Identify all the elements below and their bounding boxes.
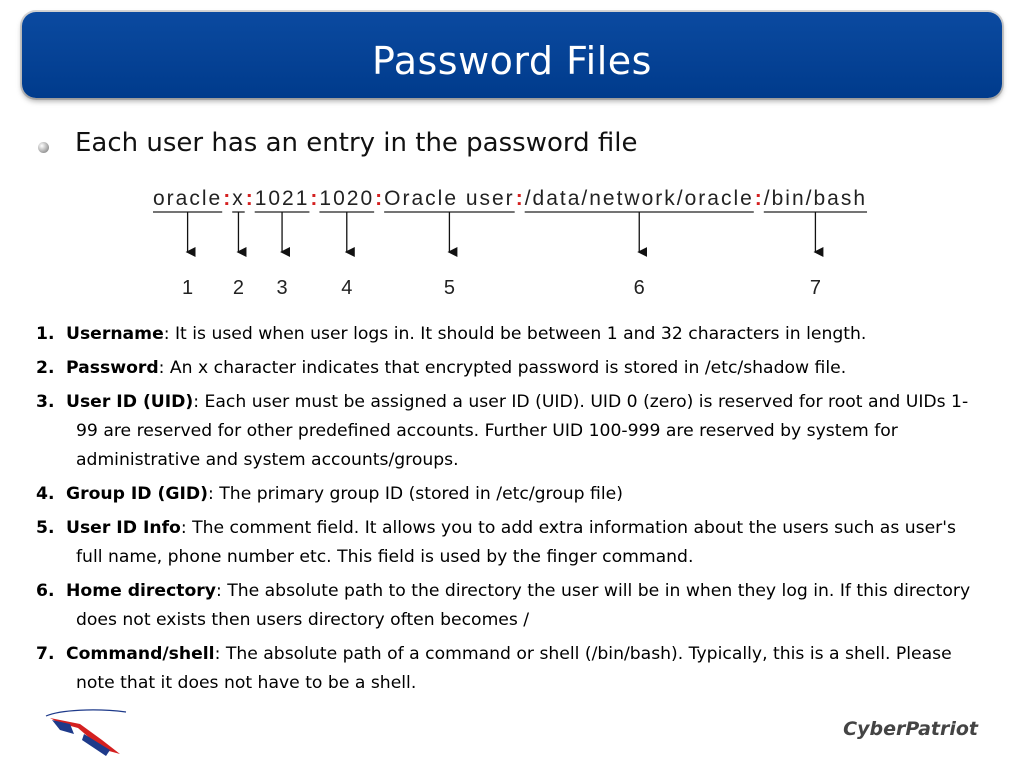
diagram-field-text: 1020 <box>319 187 375 210</box>
diagram-separator: : <box>515 187 523 210</box>
definition-number: 7. <box>36 644 55 664</box>
bullet-dot-icon <box>38 142 49 153</box>
definition-term: Command/shell <box>66 644 215 664</box>
field-definitions <box>36 320 986 703</box>
cyberpatriot-logo <box>40 700 130 760</box>
slide-title: Password Files <box>372 39 652 83</box>
definition-item <box>36 320 986 349</box>
bullet-text: Each user has an entry in the password file <box>75 128 638 158</box>
diagram-separator: : <box>223 187 231 210</box>
definition-item <box>36 514 986 572</box>
definition-term: Password <box>66 358 159 378</box>
definition-item <box>36 640 986 698</box>
field-number-label: 1 <box>182 277 194 299</box>
diagram-separator: : <box>245 187 253 210</box>
field-number-label: 7 <box>809 277 821 299</box>
field-number-label: 6 <box>633 277 645 299</box>
field-number-label: 2 <box>232 277 245 299</box>
diagram-separator: : <box>754 187 762 210</box>
definition-text: : Each user must be assigned a user ID (UID). UID 0 (zero) is reserved for root and UIDs 1-99 are reserved for other predefined accounts. Further UID 100-999 are reserved by system for administrative and system accounts/groups. <box>76 392 969 470</box>
diagram-field-text: Oracle user <box>384 187 515 210</box>
diagram-separator: : <box>310 187 318 210</box>
diagram-field-text: /bin/bash <box>763 187 868 210</box>
definition-item <box>36 388 986 475</box>
definition-term: Home directory <box>66 581 216 601</box>
definition-term: User ID Info <box>66 518 181 538</box>
title-bar <box>22 12 1002 98</box>
diagram-field-text: 1021 <box>254 187 310 210</box>
definition-item <box>36 577 986 635</box>
definition-text: : An x character indicates that encrypted password is stored in /etc/shadow file. <box>158 358 847 378</box>
definition-text: : The comment field. It allows you to add extra information about the users such as user's full name, phone number etc. This field is used by the finger command. <box>76 518 956 567</box>
definition-number: 5. <box>36 518 55 538</box>
passwd-entry-diagram <box>0 180 1024 300</box>
field-number-label: 3 <box>276 277 288 299</box>
definition-number: 3. <box>36 392 55 412</box>
definition-number: 2. <box>36 358 55 378</box>
diagram-separator: : <box>375 187 383 210</box>
definition-number: 1. <box>36 324 55 344</box>
definition-item <box>36 480 986 509</box>
definition-number: 6. <box>36 581 55 601</box>
definition-text: : It is used when user logs in. It should be between 1 and 32 characters in length. <box>163 324 867 344</box>
definition-number: 4. <box>36 484 55 504</box>
field-number-label: 5 <box>443 277 455 299</box>
diagram-field-text: oracle <box>153 187 223 210</box>
definition-term: User ID (UID) <box>66 392 194 412</box>
definition-term: Group ID (GID) <box>66 484 209 504</box>
diagram-field-text: /data/network/oracle <box>524 187 754 210</box>
diagram-field-text: x <box>232 187 245 210</box>
definition-text: : The absolute path to the directory the user will be in when they log in. If this directory does not exists then users directory often becomes / <box>76 581 971 630</box>
field-number-label: 4 <box>341 277 353 299</box>
definition-item <box>36 354 986 383</box>
footer-brand: CyberPatriot <box>843 718 978 740</box>
definition-text: : The primary group ID (stored in /etc/group file) <box>208 484 623 504</box>
definition-term: Username <box>66 324 164 344</box>
definition-text: : The absolute path of a command or shell (/bin/bash). Typically, this is a shell. Please note that it does not have to be a shell. <box>76 644 952 693</box>
